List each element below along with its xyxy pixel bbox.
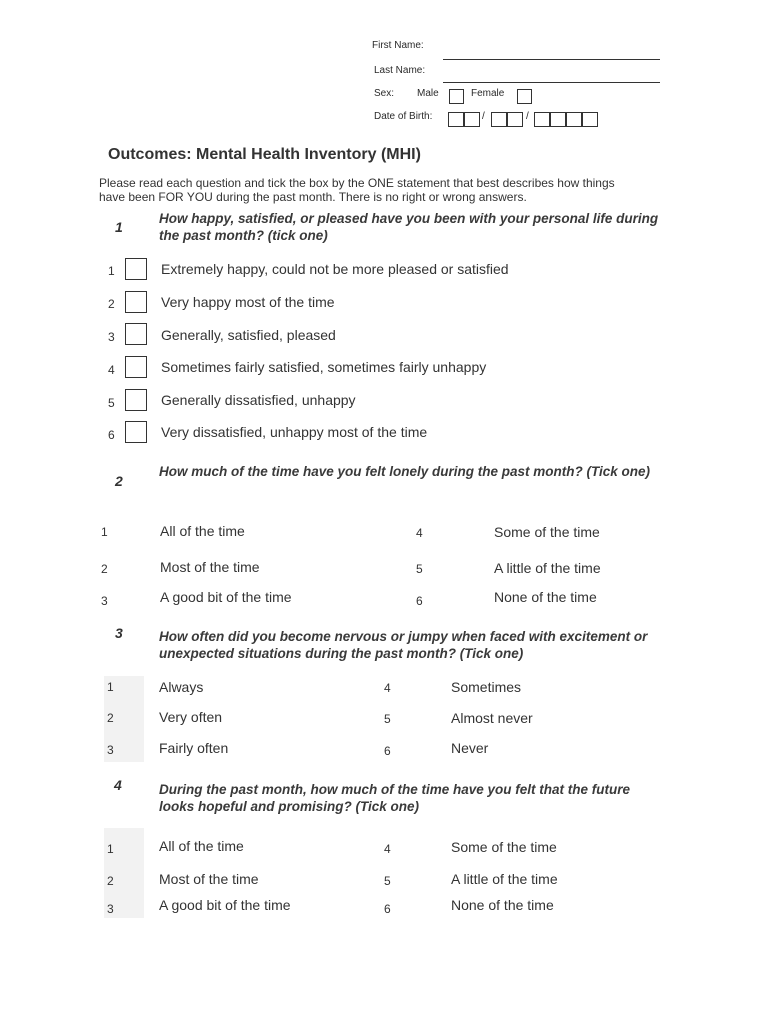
question-2-text: How much of the time have you felt lonely during the past month? (Tick one) xyxy=(159,464,651,479)
q2-option-5-label[interactable]: A little of the time xyxy=(494,560,601,576)
q2-option-number: 3 xyxy=(101,594,108,608)
dob-day-2[interactable] xyxy=(464,112,480,127)
q1-option-number: 6 xyxy=(108,428,115,442)
q4-option-number: 1 xyxy=(107,842,114,856)
q4-option-3-label[interactable]: A good bit of the time xyxy=(159,897,291,913)
q2-option-number: 2 xyxy=(101,562,108,576)
male-label: Male xyxy=(417,88,439,99)
q1-option-1-checkbox[interactable] xyxy=(125,258,147,280)
q3-option-4-label[interactable]: Sometimes xyxy=(451,679,522,695)
q4-option-number: 3 xyxy=(107,902,114,916)
male-checkbox[interactable] xyxy=(449,89,464,104)
dob-year-3[interactable] xyxy=(566,112,582,127)
q4-option-2-label[interactable]: Most of the time xyxy=(159,871,259,887)
q1-option-1-label: Extremely happy, could not be more pleased or satisfied xyxy=(161,261,509,277)
q1-option-number: 5 xyxy=(108,396,115,410)
q3-option-5-label[interactable]: Almost never xyxy=(451,710,533,726)
dob-year-4[interactable] xyxy=(582,112,598,127)
q3-option-6-label[interactable]: Never xyxy=(451,740,489,756)
q4-option-6-label[interactable]: None of the time xyxy=(451,897,554,913)
q4-option-number: 2 xyxy=(107,874,114,888)
q3-option-3-label[interactable]: Fairly often xyxy=(159,740,229,756)
first-name-field[interactable] xyxy=(443,59,660,60)
question-4-text: During the past month, how much of the time have you felt that the future looks hopeful and promising? (Tick one) xyxy=(159,782,631,814)
q1-option-number: 2 xyxy=(108,297,115,311)
q2-option-number: 6 xyxy=(416,594,423,608)
q3-option-number: 3 xyxy=(107,743,114,757)
q3-option-number: 1 xyxy=(107,680,114,694)
q4-option-4-label[interactable]: Some of the time xyxy=(451,839,557,855)
q4-option-5-label[interactable]: A little of the time xyxy=(451,871,558,887)
q1-option-4-label: Sometimes fairly satisfied, sometimes fairly unhappy xyxy=(161,359,487,375)
dob-month-1[interactable] xyxy=(491,112,507,127)
q3-option-1-label[interactable]: Always xyxy=(159,679,204,695)
dob-day-1[interactable] xyxy=(448,112,464,127)
q2-option-1-label[interactable]: All of the time xyxy=(160,523,245,539)
dob-year-1[interactable] xyxy=(534,112,550,127)
question-1-text: How happy, satisfied, or pleased have you been with your personal life during the past month? (tick one) xyxy=(159,211,659,243)
dob-month-2[interactable] xyxy=(507,112,523,127)
q2-option-2-label[interactable]: Most of the time xyxy=(160,559,260,575)
q1-option-2-label: Very happy most of the time xyxy=(161,294,335,310)
page-title: Outcomes: Mental Health Inventory (MHI) xyxy=(108,146,421,163)
q3-option-number: 2 xyxy=(107,711,114,725)
q2-option-number: 5 xyxy=(416,562,423,576)
dob-year-2[interactable] xyxy=(550,112,566,127)
first-name-label: First Name: xyxy=(372,40,424,51)
instructions-line-2: have been FOR YOU during the past month. There is no right or wrong answers. xyxy=(99,190,527,204)
q4-option-number: 4 xyxy=(384,842,391,856)
female-label: Female xyxy=(471,88,505,99)
q1-option-5-checkbox[interactable] xyxy=(125,389,147,411)
q1-option-number: 1 xyxy=(108,264,115,278)
q2-option-6-label[interactable]: None of the time xyxy=(494,589,597,605)
q2-option-number: 1 xyxy=(101,525,108,539)
question-4-number: 4 xyxy=(114,777,122,793)
q3-option-number: 4 xyxy=(384,681,391,695)
question-1-number: 1 xyxy=(115,219,123,235)
q4-option-number: 6 xyxy=(384,902,391,916)
q1-option-3-label: Generally, satisfied, pleased xyxy=(161,327,336,343)
q1-option-4-checkbox[interactable] xyxy=(125,356,147,378)
q1-option-5-label: Generally dissatisfied, unhappy xyxy=(161,392,356,408)
q2-option-3-label[interactable]: A good bit of the time xyxy=(160,589,292,605)
q1-option-number: 4 xyxy=(108,363,115,377)
q3-option-2-label[interactable]: Very often xyxy=(159,709,223,725)
q3-option-number: 6 xyxy=(384,744,391,758)
q1-option-6-label: Very dissatisfied, unhappy most of the time xyxy=(161,424,428,440)
instructions-line-1: Please read each question and tick the box by the ONE statement that best describes how things xyxy=(99,176,615,190)
dob-label: Date of Birth: xyxy=(374,111,433,122)
question-3-text: How often did you become nervous or jumpy when faced with excitement or unexpected situations during the past month? (Tick one) xyxy=(159,629,648,661)
q2-option-4-label[interactable]: Some of the time xyxy=(494,524,600,540)
q1-option-2-checkbox[interactable] xyxy=(125,291,147,313)
question-3-number: 3 xyxy=(115,625,123,641)
q2-option-number: 4 xyxy=(416,526,423,540)
q4-option-1-label[interactable]: All of the time xyxy=(159,838,244,854)
q1-option-number: 3 xyxy=(108,330,115,344)
last-name-field[interactable] xyxy=(443,82,660,83)
female-checkbox[interactable] xyxy=(517,89,532,104)
dob-separator: / xyxy=(526,111,529,122)
sex-label: Sex: xyxy=(374,88,395,99)
question-2-number: 2 xyxy=(115,473,123,489)
q1-option-6-checkbox[interactable] xyxy=(125,421,147,443)
dob-separator: / xyxy=(482,111,485,122)
side-watermark xyxy=(688,300,708,700)
last-name-label: Last Name: xyxy=(374,65,426,76)
q1-option-3-checkbox[interactable] xyxy=(125,323,147,345)
q4-option-number: 5 xyxy=(384,874,391,888)
q3-option-number: 5 xyxy=(384,712,391,726)
